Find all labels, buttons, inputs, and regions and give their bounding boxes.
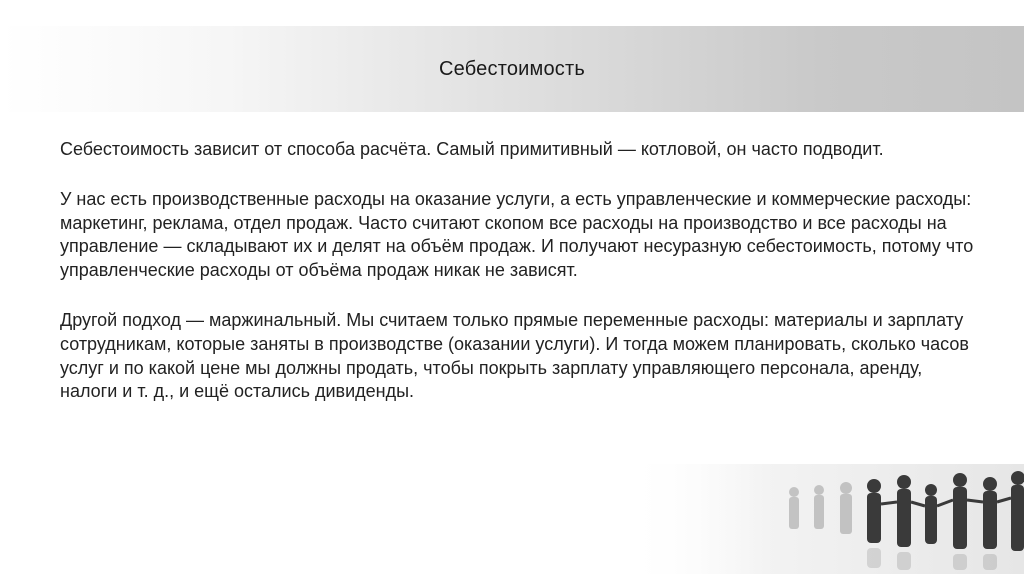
people-holding-hands-image [624, 464, 1024, 574]
paragraph-2: У нас есть производственные расходы на оказание услуги, а есть управленческие и коммерческие расходы: маркетинг, реклама, отдел продаж. Часто считают скопом все расходы на производство и все расходы на управление — складывают их и делят на объём продаж. И получают несуразную себестоимость, потому что управленческие расходы от объёма продаж никак не зависят. [60, 188, 974, 281]
slide-body [60, 138, 980, 430]
paragraph-3: Другой подход — маржинальный. Мы считаем только прямые переменные расходы: материалы и зарплату сотрудникам, которые заняты в производстве (оказании услуги). И тогда можем планировать, сколько часов услуг и по какой цене мы должны продать, чтобы покрыть зарплату управляющего персонала, аренду, налоги и т. д., и ещё остались дивиденды. [60, 309, 969, 402]
paragraph-1: Себестоимость зависит от способа расчёта. Самый примитивный — котловой, он часто подводит. [60, 139, 884, 159]
slide-title: Себестоимость [439, 58, 585, 80]
